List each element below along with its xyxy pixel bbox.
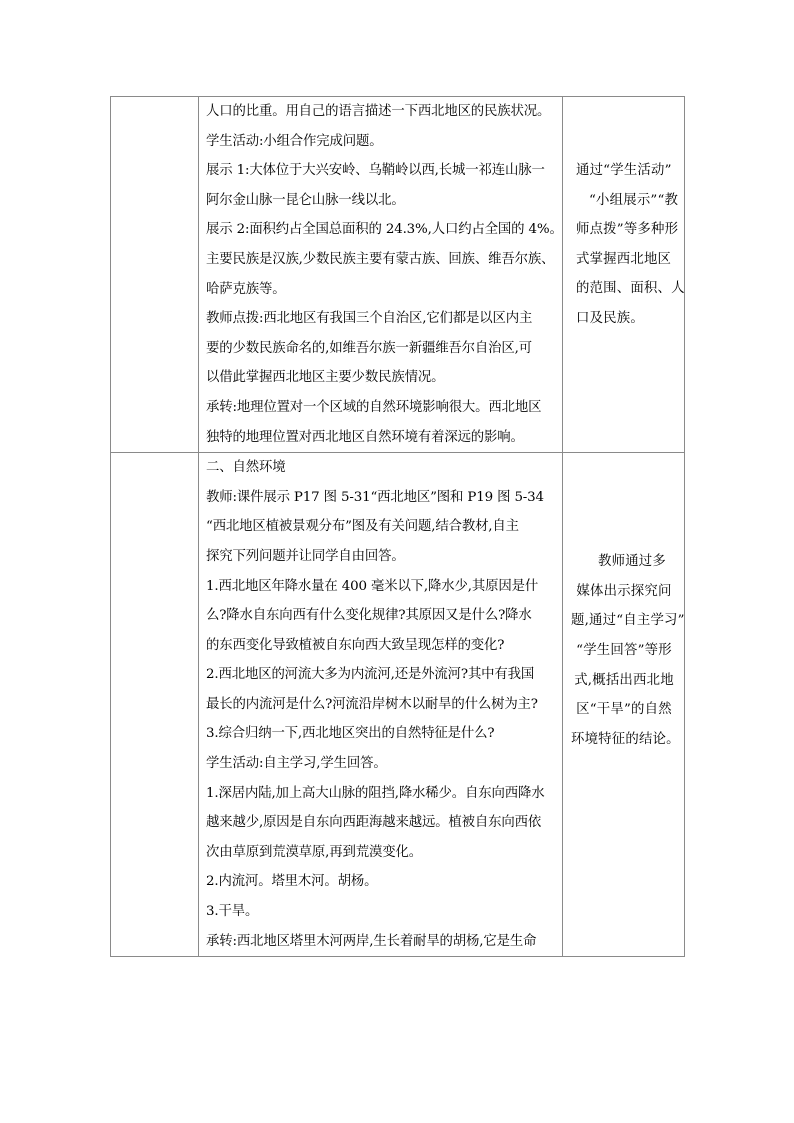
text-line: 1.西北地区年降水量在 400 毫米以下,降水少,其原因是什 [206,578,539,594]
text-line: 的东西变化导致植被自东向西大致呈现怎样的变化? [206,637,505,653]
text-line: 3.干旱。 [206,904,259,920]
text-line: 次由草原到荒漠草原,再到荒漠变化。 [206,844,422,860]
blank-cell [111,453,199,957]
text-line: 展示 1:大体位于大兴安岭、乌鞘岭以西,长城一祁连山脉一 [206,163,545,179]
text-line: 阿尔金山脉一昆仑山脉一线以北。 [206,192,405,208]
section-heading: 二、自然环境 [206,460,286,476]
text-line: 哈萨克族等。 [206,281,286,297]
text-line: 题,通过“自主学习” [571,613,685,629]
text-line: “学生回答”等形 [576,642,672,658]
table-row [111,97,685,453]
text-line: 区“干旱”的自然 [576,702,672,718]
text-line: 人口的比重。用自己的语言描述一下西北地区的民族状况。 [206,104,551,119]
text-line: 通过“学生活动” [576,163,672,178]
text-line: 主要民族是汉族,少数民族主要有蒙古族、回族、维吾尔族、 [206,251,555,267]
lesson-plan-table [110,96,685,957]
text-line: 2.内流河。塔里木河。胡杨。 [206,874,378,890]
text-line: 式掌握西北地区 [576,251,672,267]
text-line: 式,概括出西北地 [574,672,674,688]
text-line: 么?降水自东向西有什么变化规律?其原因又是什么?降水 [206,608,532,624]
text-line: 独特的地理位置对西北地区自然环境有着深远的影响。 [206,429,524,445]
blank-cell [111,97,199,453]
text-line: 教师点拨:西北地区有我国三个自治区,它们都是以区内主 [206,311,533,327]
design-intent-text [563,97,684,334]
text-line: “西北地区植被景观分布”图及有关问题,结合教材,自主 [206,519,519,535]
text-line: “小组展示”“教 [589,192,679,208]
text-line: 学生活动:小组合作完成问题。 [206,133,383,149]
text-line: 口及民族。 [576,310,644,326]
text-line: 教师通过多 [598,554,666,570]
text-line: 1.深居内陆,加上高大山脉的阻挡,降水稀少。自东向西降水 [206,785,545,801]
text-line: 承转:地理位置对一个区域的自然环境影响很大。西北地区 [206,399,542,415]
text-line: 以借此掌握西北地区主要少数民族情况。 [206,370,445,386]
text-line: 媒体出示探究问 [576,583,672,599]
design-intent-cell [563,97,685,453]
text-line: 师点拨”等多种形 [576,222,679,238]
text-line: 越来越少,原因是自东向西距海越来越远。植被自东向西依 [206,815,542,831]
teaching-process-cell [199,97,563,453]
text-line: 2.西北地区的河流大多为内流河,还是外流河?其中有我国 [206,667,535,683]
design-intent-cell [563,453,685,957]
teaching-process-cell [199,453,563,957]
text-line: 3.综合归纳一下,西北地区突出的自然特征是什么? [206,726,495,742]
design-intent-text [563,453,684,754]
text-line: 教师:课件展示 P17 图 5-31“西北地区”图和 P19 图 5-34 [206,489,544,505]
table-row [111,453,685,957]
text-line: 展示 2:面积约占全国总面积的 24.3%,人口约占全国的 4%。 [206,222,563,238]
text-line: 要的少数民族命名的,如维吾尔族一新疆维吾尔自治区,可 [206,340,532,356]
text-line: 的范围、面积、人 [576,281,685,297]
text-line: 学生活动:自主学习,学生回答。 [206,756,387,772]
text-line: 探究下列问题并让同学自由回答。 [206,548,405,564]
text-line: 承转:西北地区塔里木河两岸,生长着耐旱的胡杨,它是生命 [206,933,537,949]
text-line: 环境特征的结论。 [571,731,680,747]
text-line: 最长的内流河是什么?河流沿岸树木以耐旱的什么树为主? [206,696,538,712]
